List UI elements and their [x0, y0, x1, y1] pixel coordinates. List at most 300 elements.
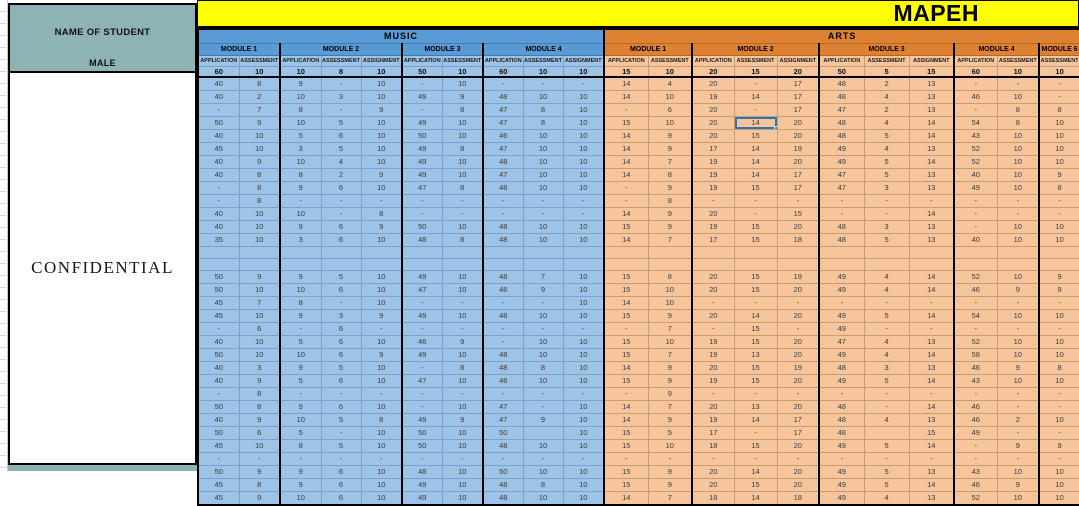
grade-cell[interactable]: 3	[864, 221, 909, 234]
grade-cell[interactable]: -	[442, 195, 483, 208]
grade-cell[interactable]: 6	[321, 492, 361, 506]
column-header-cell[interactable]: ASSESSMENT	[523, 55, 563, 66]
grade-cell[interactable]: 9	[997, 362, 1039, 375]
grade-cell[interactable]: 4	[864, 271, 909, 284]
module-header-cell[interactable]: MODULE 1	[604, 43, 692, 55]
grade-cell[interactable]: 46	[483, 130, 523, 143]
grade-cell[interactable]: 19	[692, 91, 734, 104]
grade-cell[interactable]: 6	[321, 323, 361, 336]
grade-cell[interactable]: 8	[997, 117, 1039, 130]
grade-cell[interactable]: 14	[909, 310, 954, 323]
grade-cell[interactable]: 10	[442, 492, 483, 506]
grade-cell[interactable]: 48	[483, 362, 523, 375]
grade-cell[interactable]: 19	[692, 221, 734, 234]
grade-cell[interactable]: 15	[734, 336, 777, 349]
grade-cell[interactable]: 10	[563, 466, 604, 479]
column-header-cell[interactable]: ASSESSMENT	[442, 55, 483, 66]
grade-cell[interactable]: 4	[864, 284, 909, 297]
grade-cell[interactable]: -	[523, 208, 563, 221]
max-points-cell[interactable]: 60	[954, 66, 997, 77]
grade-cell[interactable]: 6	[321, 130, 361, 143]
grade-cell[interactable]: 49	[402, 310, 442, 323]
grade-cell[interactable]: 9	[280, 310, 321, 323]
grade-cell[interactable]: 10	[442, 466, 483, 479]
grade-cell[interactable]: 10	[648, 297, 692, 310]
grade-cell[interactable]: 48	[819, 117, 864, 130]
grade-cell[interactable]: 10	[442, 479, 483, 492]
max-points-cell[interactable]: 5	[864, 66, 909, 77]
grade-cell[interactable]: 10	[239, 284, 280, 297]
grade-cell[interactable]: -	[997, 77, 1039, 91]
grade-cell[interactable]: -	[198, 182, 239, 195]
grade-cell[interactable]: 40	[954, 169, 997, 182]
grade-cell[interactable]: -	[997, 401, 1039, 414]
grade-cell[interactable]: 10	[1039, 130, 1079, 143]
grade-cell[interactable]: 45	[198, 143, 239, 156]
grade-cell[interactable]: 9	[280, 271, 321, 284]
grade-cell[interactable]: 10	[997, 375, 1039, 388]
grade-cell[interactable]: 9	[280, 479, 321, 492]
grade-cell[interactable]: 9	[648, 182, 692, 195]
grade-cell[interactable]: 10	[280, 156, 321, 169]
grade-cell[interactable]: 17	[692, 234, 734, 247]
grade-cell[interactable]: 10	[523, 156, 563, 169]
grade-cell[interactable]: 49	[402, 169, 442, 182]
grade-cell[interactable]: 15	[734, 130, 777, 143]
grade-cell[interactable]: -	[734, 208, 777, 221]
grade-cell[interactable]: 10	[1039, 349, 1079, 362]
grade-cell[interactable]: 6	[321, 401, 361, 414]
grade-cell[interactable]: -	[280, 195, 321, 208]
grade-cell[interactable]: 6	[321, 349, 361, 362]
grade-cell[interactable]: 8	[442, 362, 483, 375]
grade-cell[interactable]	[734, 247, 777, 259]
grade-cell[interactable]: -	[819, 195, 864, 208]
grade-cell[interactable]: 7	[648, 492, 692, 506]
max-points-cell[interactable]: 50	[819, 66, 864, 77]
grade-cell[interactable]: -	[997, 323, 1039, 336]
name-of-student-header-cell[interactable]	[8, 3, 197, 73]
grade-cell[interactable]	[442, 259, 483, 271]
grade-cell[interactable]: 10	[523, 169, 563, 182]
grade-cell[interactable]: -	[864, 208, 909, 221]
grade-cell[interactable]: 10	[563, 130, 604, 143]
grade-cell[interactable]: 5	[280, 427, 321, 440]
grade-cell[interactable]: 5	[280, 130, 321, 143]
grade-cell[interactable]: 14	[909, 349, 954, 362]
grade-cell[interactable]: 5	[864, 156, 909, 169]
grade-cell[interactable]: 5	[864, 479, 909, 492]
grade-cell[interactable]: 10	[563, 234, 604, 247]
grade-cell[interactable]: 5	[864, 440, 909, 453]
grade-cell[interactable]: 48	[483, 221, 523, 234]
column-header-cell[interactable]: APPLICATION	[198, 55, 239, 66]
grade-cell[interactable]: 9	[648, 388, 692, 401]
grade-cell[interactable]: 15	[777, 208, 819, 221]
grade-cell[interactable]: 10	[442, 310, 483, 323]
grade-cell[interactable]: 20	[692, 271, 734, 284]
grade-cell[interactable]: 17	[777, 414, 819, 427]
grade-cell[interactable]: 17	[777, 91, 819, 104]
grade-cell[interactable]: 10	[280, 117, 321, 130]
grade-cell[interactable]: 47	[483, 414, 523, 427]
grade-cell[interactable]: 5	[280, 336, 321, 349]
grade-cell[interactable]: 14	[909, 130, 954, 143]
grade-cell[interactable]: 20	[777, 284, 819, 297]
grade-cell[interactable]: -	[1039, 427, 1079, 440]
grade-cell[interactable]: 10	[563, 336, 604, 349]
grade-cell[interactable]: 14	[734, 492, 777, 506]
grade-cell[interactable]: -	[604, 453, 648, 466]
grade-cell[interactable]: 20	[777, 117, 819, 130]
grade-cell[interactable]: 8	[361, 208, 402, 221]
grade-cell[interactable]: 17	[777, 427, 819, 440]
grade-cell[interactable]: 10	[1039, 479, 1079, 492]
grade-cell[interactable]: 14	[909, 479, 954, 492]
grade-cell[interactable]	[954, 259, 997, 271]
grade-cell[interactable]: 46	[954, 91, 997, 104]
grade-cell[interactable]: 48	[483, 234, 523, 247]
grade-cell[interactable]: 45	[198, 310, 239, 323]
max-points-cell[interactable]: 10	[239, 66, 280, 77]
grade-cell[interactable]: -	[563, 453, 604, 466]
grade-cell[interactable]: 10	[997, 182, 1039, 195]
grade-cell[interactable]: 15	[604, 284, 648, 297]
grade-cell[interactable]: 14	[604, 297, 648, 310]
grade-cell[interactable]	[321, 247, 361, 259]
grade-cell[interactable]: -	[692, 388, 734, 401]
grade-cell[interactable]: 10	[361, 91, 402, 104]
grade-cell[interactable]: 48	[483, 182, 523, 195]
grade-cell[interactable]	[563, 247, 604, 259]
grade-cell[interactable]: -	[563, 323, 604, 336]
grade-cell[interactable]: 10	[563, 297, 604, 310]
grade-cell[interactable]: 10	[280, 208, 321, 221]
grade-cell[interactable]: 10	[563, 156, 604, 169]
grade-cell[interactable]: -	[321, 104, 361, 117]
grade-cell[interactable]: 49	[819, 466, 864, 479]
grade-cell[interactable]: 10	[563, 375, 604, 388]
grade-cell[interactable]: -	[692, 195, 734, 208]
grade-cell[interactable]: -	[954, 221, 997, 234]
grade-cell[interactable]: 50	[198, 466, 239, 479]
max-points-cell[interactable]: 10	[563, 66, 604, 77]
grade-cell[interactable]: 5	[864, 234, 909, 247]
column-header-cell[interactable]: ASSESSMENT	[239, 55, 280, 66]
grade-cell[interactable]: 48	[819, 401, 864, 414]
grade-cell[interactable]: -	[909, 297, 954, 310]
grade-cell[interactable]: 14	[734, 414, 777, 427]
grade-cell[interactable]: 49	[402, 91, 442, 104]
grade-cell[interactable]: 10	[648, 336, 692, 349]
grade-cell[interactable]: 20	[777, 130, 819, 143]
grade-cell[interactable]: 10	[523, 310, 563, 323]
grade-cell[interactable]: 7	[648, 349, 692, 362]
grade-cell[interactable]: 10	[239, 221, 280, 234]
grade-cell[interactable]: -	[402, 297, 442, 310]
grade-cell[interactable]: 10	[997, 130, 1039, 143]
grade-cell[interactable]: 49	[819, 156, 864, 169]
grade-cell[interactable]: -	[997, 208, 1039, 221]
grade-cell[interactable]: 20	[777, 349, 819, 362]
grade-cell[interactable]: 13	[909, 466, 954, 479]
grade-cell[interactable]: 14	[909, 117, 954, 130]
grade-cell[interactable]	[648, 247, 692, 259]
grade-cell[interactable]: 6	[321, 284, 361, 297]
grade-cell[interactable]: 10	[523, 130, 563, 143]
grade-cell[interactable]: -	[321, 208, 361, 221]
grade-cell[interactable]: -	[954, 195, 997, 208]
module-header-cell[interactable]: MODULE 2	[280, 43, 402, 55]
grade-cell[interactable]: 48	[819, 234, 864, 247]
grade-cell[interactable]: 3	[321, 310, 361, 323]
grade-cell[interactable]	[198, 259, 239, 271]
grade-cell[interactable]: -	[777, 388, 819, 401]
grade-cell[interactable]: 9	[648, 414, 692, 427]
grade-cell[interactable]: -	[777, 297, 819, 310]
grade-cell[interactable]: 9	[442, 414, 483, 427]
grade-cell[interactable]	[321, 259, 361, 271]
grade-cell[interactable]: 9	[648, 362, 692, 375]
grade-cell[interactable]: 14	[604, 169, 648, 182]
grade-cell[interactable]: 8	[239, 388, 280, 401]
grade-cell[interactable]: 8	[239, 77, 280, 91]
grade-cell[interactable]: 49	[954, 427, 997, 440]
grade-cell[interactable]: 9	[648, 221, 692, 234]
grade-cell[interactable]: 9	[361, 349, 402, 362]
grade-cell[interactable]: 14	[734, 466, 777, 479]
grade-cell[interactable]: 7	[523, 271, 563, 284]
grade-cell[interactable]	[442, 247, 483, 259]
grade-cell[interactable]: 10	[1039, 143, 1079, 156]
grade-cell[interactable]: 10	[563, 271, 604, 284]
column-header-cell[interactable]: ASSESSMENT	[1039, 55, 1079, 66]
grade-cell[interactable]: -	[402, 388, 442, 401]
grade-cell[interactable]	[198, 247, 239, 259]
grade-cell[interactable]: -	[442, 453, 483, 466]
grade-cell[interactable]: 49	[402, 492, 442, 506]
grade-cell[interactable]: 9	[239, 117, 280, 130]
grade-cell[interactable]: 49	[819, 375, 864, 388]
grade-cell[interactable]: 10	[563, 310, 604, 323]
column-header-cell[interactable]: APPLICATION	[954, 55, 997, 66]
grade-cell[interactable]: -	[777, 453, 819, 466]
grade-cell[interactable]	[483, 247, 523, 259]
module-header-cell[interactable]: MODULE 3	[819, 43, 954, 55]
grade-cell[interactable]: -	[864, 297, 909, 310]
grade-cell[interactable]: 13	[909, 492, 954, 506]
grade-cell[interactable]: 10	[442, 156, 483, 169]
section-header-arts[interactable]: ARTS	[604, 29, 1079, 43]
grade-cell[interactable]: 9	[997, 284, 1039, 297]
grade-cell[interactable]: 48	[483, 479, 523, 492]
grade-cell[interactable]: 9	[1039, 169, 1079, 182]
grade-cell[interactable]: 48	[483, 349, 523, 362]
grade-cell[interactable]: 47	[483, 169, 523, 182]
grade-cell[interactable]: -	[523, 297, 563, 310]
grade-cell[interactable]: -	[402, 195, 442, 208]
grade-cell[interactable]	[239, 259, 280, 271]
grade-cell[interactable]: 14	[909, 284, 954, 297]
grade-cell[interactable]: 13	[734, 349, 777, 362]
grade-cell[interactable]: 20	[692, 77, 734, 91]
grade-cell[interactable]: 10	[361, 271, 402, 284]
grade-cell[interactable]: 52	[954, 143, 997, 156]
grade-cell[interactable]: 10	[1039, 310, 1079, 323]
grade-cell[interactable]	[361, 247, 402, 259]
selected-grade-cell[interactable]: 14	[734, 117, 777, 130]
module-header-cell[interactable]: MODULE 6	[1039, 43, 1079, 55]
column-header-cell[interactable]: APPLICATION	[483, 55, 523, 66]
grade-cell[interactable]: 49	[819, 479, 864, 492]
grade-cell[interactable]: 15	[734, 271, 777, 284]
grade-cell[interactable]	[819, 259, 864, 271]
grade-cell[interactable]: 13	[909, 104, 954, 117]
column-header-cell[interactable]: APPLICATION	[402, 55, 442, 66]
grade-cell[interactable]: 10	[523, 492, 563, 506]
grade-cell[interactable]: 10	[442, 427, 483, 440]
grade-cell[interactable]	[954, 247, 997, 259]
grade-cell[interactable]: 17	[777, 182, 819, 195]
grade-cell[interactable]: 10	[997, 91, 1039, 104]
grade-cell[interactable]: -	[954, 77, 997, 91]
grade-cell[interactable]: 10	[239, 336, 280, 349]
grade-cell[interactable]: 2	[864, 77, 909, 91]
grade-cell[interactable]: -	[523, 195, 563, 208]
grade-cell[interactable]: 47	[483, 104, 523, 117]
grade-cell[interactable]: 10	[523, 143, 563, 156]
grade-cell[interactable]: 50	[483, 466, 523, 479]
grade-cell[interactable]: -	[604, 388, 648, 401]
grade-cell[interactable]: 50	[198, 349, 239, 362]
grade-cell[interactable]: 47	[483, 143, 523, 156]
grade-cell[interactable]: -	[997, 453, 1039, 466]
grade-cell[interactable]: 10	[997, 492, 1039, 506]
grade-cell[interactable]: 49	[819, 492, 864, 506]
grade-cell[interactable]: 47	[402, 284, 442, 297]
grade-cell[interactable]: 6	[321, 182, 361, 195]
grade-cell[interactable]: 10	[280, 349, 321, 362]
grade-cell[interactable]: 8	[239, 182, 280, 195]
grade-cell[interactable]: -	[483, 77, 523, 91]
grade-cell[interactable]: 9	[523, 414, 563, 427]
grade-cell[interactable]: 19	[692, 182, 734, 195]
max-points-cell[interactable]: 15	[604, 66, 648, 77]
grade-cell[interactable]: 19	[777, 362, 819, 375]
grade-cell[interactable]: -	[954, 208, 997, 221]
grade-cell[interactable]	[280, 247, 321, 259]
grade-cell[interactable]: 52	[954, 271, 997, 284]
grade-cell[interactable]: 9	[280, 466, 321, 479]
grade-cell[interactable]: 10	[361, 182, 402, 195]
grade-cell[interactable]: 10	[442, 130, 483, 143]
grade-cell[interactable]: 4	[864, 91, 909, 104]
grade-cell[interactable]: 15	[734, 440, 777, 453]
grade-cell[interactable]: 8	[523, 362, 563, 375]
grade-cell[interactable]: 10	[563, 143, 604, 156]
grade-cell[interactable]: 48	[819, 362, 864, 375]
grade-cell[interactable]: 5	[864, 375, 909, 388]
grade-cell[interactable]: 20	[692, 479, 734, 492]
grade-cell[interactable]: 14	[909, 401, 954, 414]
grade-cell[interactable]: 8	[1039, 104, 1079, 117]
grade-cell[interactable]: 9	[239, 375, 280, 388]
grade-cell[interactable]: 10	[1039, 221, 1079, 234]
grade-cell[interactable]	[563, 259, 604, 271]
module-header-cell[interactable]: MODULE 4	[954, 43, 1039, 55]
grade-cell[interactable]: -	[198, 104, 239, 117]
grade-cell[interactable]: 14	[909, 208, 954, 221]
grade-cell[interactable]: -	[280, 453, 321, 466]
grade-cell[interactable]: 46	[954, 284, 997, 297]
grade-cell[interactable]: 14	[734, 310, 777, 323]
grade-cell[interactable]: 14	[604, 401, 648, 414]
grade-cell[interactable]: 20	[692, 284, 734, 297]
grade-cell[interactable]: 18	[692, 492, 734, 506]
grade-cell[interactable]: 5	[280, 375, 321, 388]
grade-cell[interactable]: 9	[280, 221, 321, 234]
grade-cell[interactable]: 9	[280, 401, 321, 414]
column-header-cell[interactable]: APPLICATION	[692, 55, 734, 66]
grade-cell[interactable]: 8	[1039, 182, 1079, 195]
grade-cell[interactable]	[692, 259, 734, 271]
grade-cell[interactable]: -	[604, 195, 648, 208]
grade-cell[interactable]: 5	[321, 271, 361, 284]
grade-cell[interactable]: -	[321, 195, 361, 208]
grade-cell[interactable]: 20	[777, 156, 819, 169]
grade-cell[interactable]: -	[954, 453, 997, 466]
grade-cell[interactable]: 14	[604, 130, 648, 143]
grade-cell[interactable]: -	[1039, 208, 1079, 221]
grade-cell[interactable]: 49	[819, 440, 864, 453]
grade-cell[interactable]: 5	[864, 169, 909, 182]
grade-cell[interactable]: 40	[198, 362, 239, 375]
grade-cell[interactable]: -	[1039, 195, 1079, 208]
grade-cell[interactable]: 13	[909, 143, 954, 156]
grade-cell[interactable]: 8	[239, 195, 280, 208]
grade-cell[interactable]: -	[361, 388, 402, 401]
grade-cell[interactable]: 20	[777, 401, 819, 414]
grade-cell[interactable]	[819, 247, 864, 259]
grade-cell[interactable]	[280, 259, 321, 271]
grade-cell[interactable]: 50	[402, 440, 442, 453]
grade-cell[interactable]: -	[402, 77, 442, 91]
grade-cell[interactable]: 10	[442, 349, 483, 362]
grade-cell[interactable]: 50	[198, 427, 239, 440]
grade-cell[interactable]	[604, 247, 648, 259]
grade-cell[interactable]: 5	[864, 466, 909, 479]
grade-cell[interactable]: -	[321, 297, 361, 310]
grade-cell[interactable]: 13	[909, 169, 954, 182]
grade-cell[interactable]: 10	[361, 466, 402, 479]
selection-handle[interactable]	[774, 126, 778, 130]
grade-cell[interactable]: 8	[442, 143, 483, 156]
grade-cell[interactable]: -	[1039, 77, 1079, 91]
grade-cell[interactable]: 15	[734, 479, 777, 492]
grade-cell[interactable]: -	[864, 323, 909, 336]
grade-cell[interactable]: 10	[239, 130, 280, 143]
grade-cell[interactable]: 10	[523, 440, 563, 453]
grade-cell[interactable]: -	[483, 195, 523, 208]
max-points-cell[interactable]: 10	[361, 66, 402, 77]
grade-cell[interactable]: 10	[523, 466, 563, 479]
grade-cell[interactable]: -	[1039, 453, 1079, 466]
grade-cell[interactable]: 10	[563, 427, 604, 440]
column-header-cell[interactable]: APPLICATION	[819, 55, 864, 66]
grade-cell[interactable]: 2	[997, 414, 1039, 427]
grade-cell[interactable]: 48	[819, 91, 864, 104]
grade-cell[interactable]: 45	[198, 479, 239, 492]
